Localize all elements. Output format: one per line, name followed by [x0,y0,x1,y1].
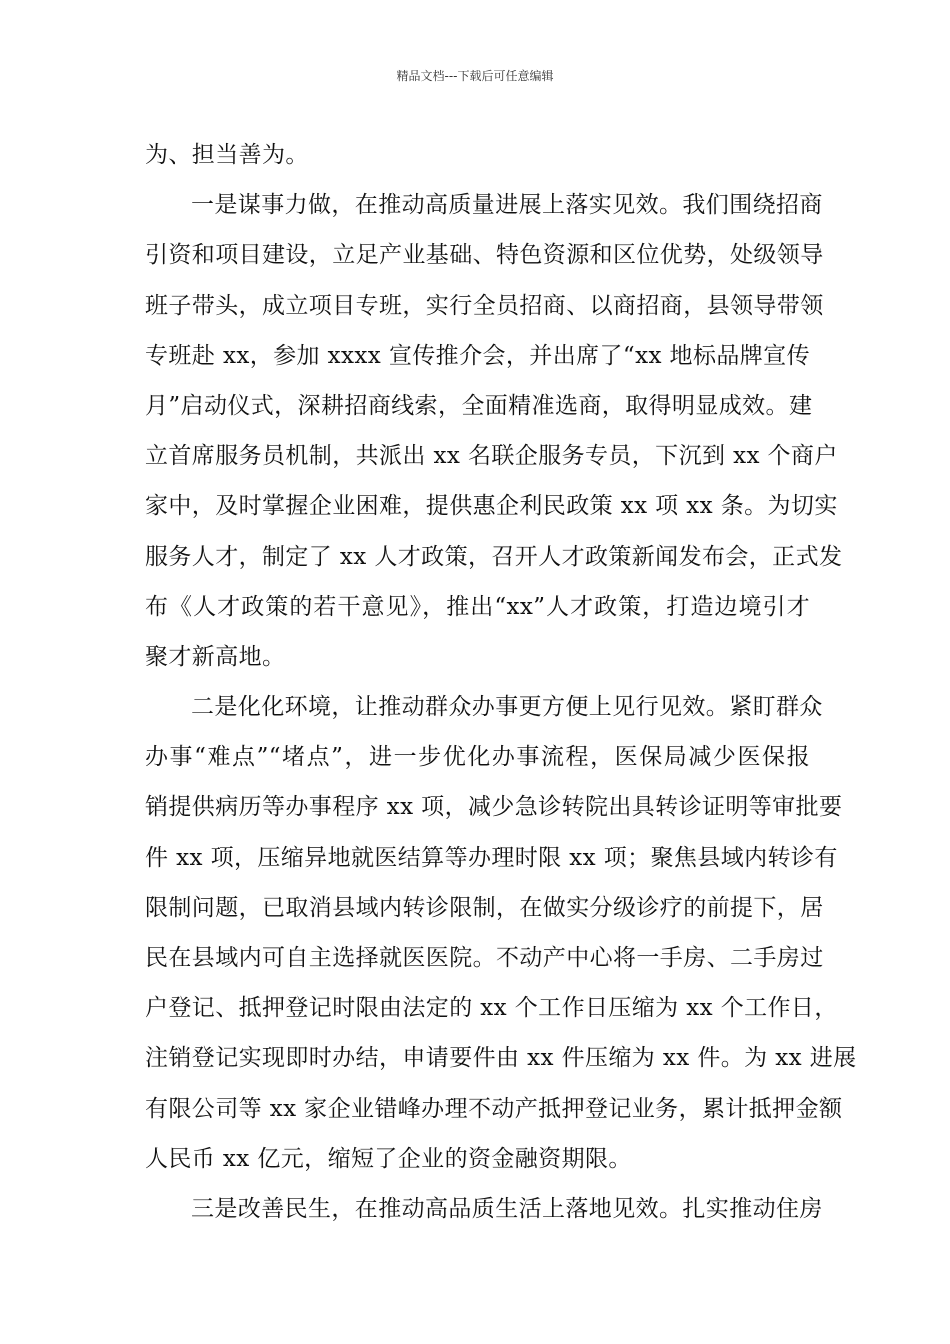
text-line: 销提供病历等办事程序 xx 项，减少急诊转院出具转诊证明等审批要 [145,794,843,821]
text-line: 布《人才政策的若干意见》，推出“xx”人才政策，打造边境引才 [145,593,810,620]
paragraph-start-line: 一是谋事力做，在推动高质量进展上落实见效。我们围绕招商 [191,192,823,219]
text-line: 办事“难点”“堵点”，进一步优化办事流程，医保局减少医保报 [145,744,810,771]
text-line: 人民币 xx 亿元，缩短了企业的资金融资期限。 [145,1145,632,1172]
paragraph-start-line: 三是改善民生，在推动高品质生活上落地见效。扎实推动住房 [191,1195,823,1222]
text-line: 注销登记实现即时办结，申请要件由 xx 件压缩为 xx 件。为 xx 进展 [145,1045,857,1072]
text-line: 服务人才，制定了 xx 人才政策，召开人才政策新闻发布会，正式发 [145,543,843,570]
text-line: 家中，及时掌握企业困难，提供惠企利民政策 xx 项 xx 条。为切实 [145,493,838,520]
text-line: 专班赴 xx，参加 xxxx 宣传推介会，并出席了“xx 地标品牌宣传 [145,342,810,369]
text-line: 班子带头，成立项目专班，实行全员招商、以商招商，县领导带领 [145,292,824,319]
page-header: 精品文档---下载后可任意编辑 [396,69,554,83]
text-line: 民在县域内可自主选择就医医院。不动产中心将一手房、二手房过 [145,945,824,971]
text-line: 聚才新高地。 [145,643,286,670]
document-body [145,130,857,1234]
text-line: 月”启动仪式，深耕招商线索，全面精准选商，取得明显成效。建 [145,392,813,419]
text-line: 有限公司等 xx 家企业错峰办理不动产抵押登记业务，累计抵押金额 [145,1095,843,1122]
text-line: 限制问题，已取消县域内转诊限制，在做实分级诊疗的前提下，居 [145,894,824,921]
text-line: 件 xx 项，压缩异地就医结算等办理时限 xx 项；聚焦县域内转诊有 [145,844,838,871]
text-line: 立首席服务员机制，共派出 xx 名联企服务专员，下沉到 xx 个商户 [145,443,838,470]
text-line: 户登记、抵押登记时限由法定的 xx 个工作日压缩为 xx 个工作日， [145,995,838,1022]
paragraph-start-line: 二是化化环境，让推动群众办事更方便上见行见效。紧盯群众 [191,694,823,721]
text-line: 为、担当善为。 [145,142,309,168]
text-line: 引资和项目建设，立足产业基础、特色资源和区位优势，处级领导 [145,242,824,269]
